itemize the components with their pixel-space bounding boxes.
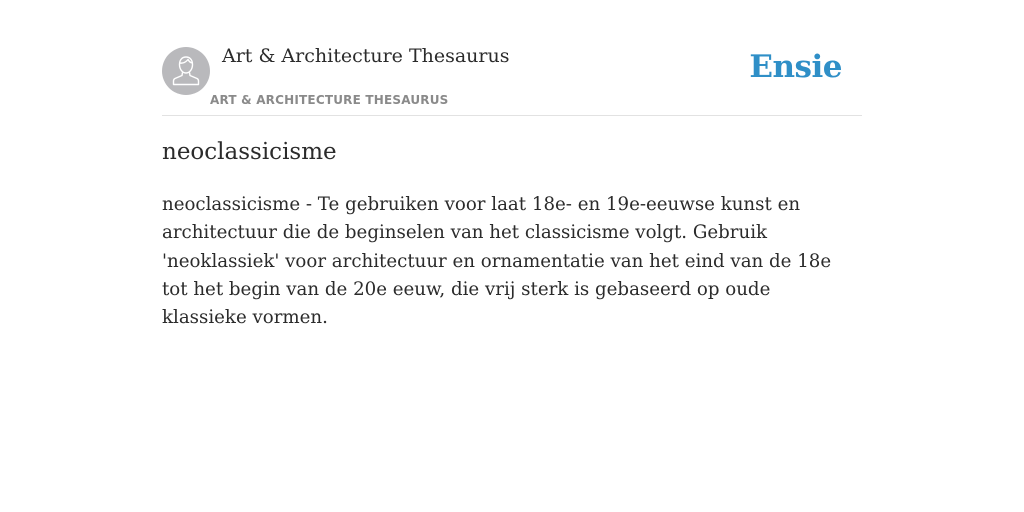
content-container bbox=[162, 0, 862, 329]
page-header bbox=[162, 0, 862, 116]
author-name[interactable]: Art & Architecture Thesaurus bbox=[222, 45, 510, 67]
page-title: neoclassicisme bbox=[162, 139, 337, 165]
brand-logo[interactable]: Ensie bbox=[749, 49, 842, 85]
user-icon bbox=[162, 47, 210, 95]
author-subtitle: ART & ARCHITECTURE THESAURUS bbox=[210, 93, 449, 107]
avatar[interactable] bbox=[162, 47, 210, 95]
definition-text: neoclassicisme - Te gebruiken voor laat 18e- en 19e-eeuwse kunst en architectuur die de beginselen van het classicisme volgt. Gebruik 'neoklassiek' voor architectuur en ornamentatie van het eind van de 18e tot het begin van de 20e eeuw, die vrij sterk is gebaseerd op oude klassieke vormen. bbox=[162, 194, 832, 329]
